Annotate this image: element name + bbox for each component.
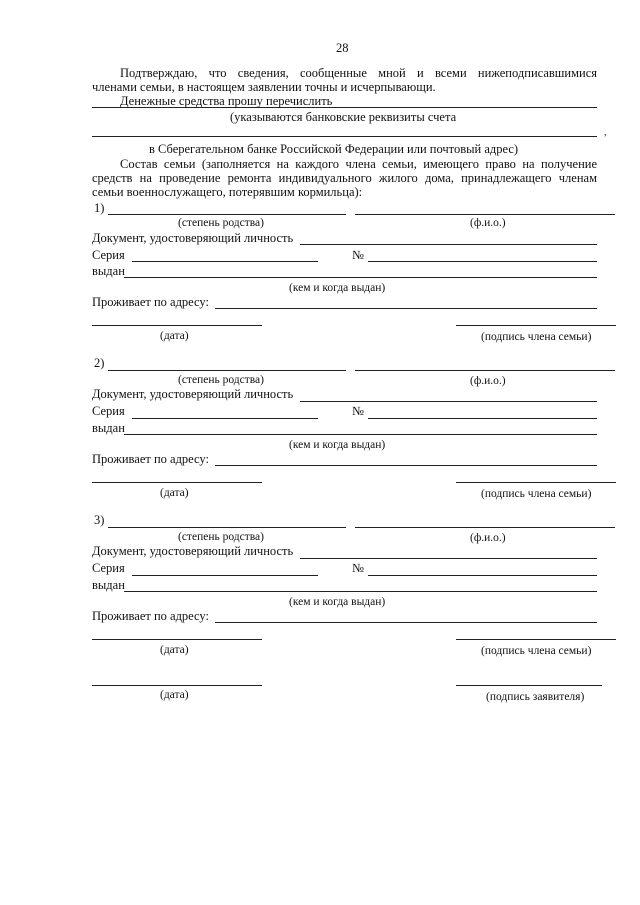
applicant-date-field — [92, 685, 262, 686]
family-line-1: Состав семьи (заполняется на каждого члена семьи, имеющего право на получение — [120, 157, 597, 171]
page-number: 28 — [336, 41, 349, 55]
issued-field — [124, 591, 597, 592]
side-mark: , — [604, 127, 607, 138]
number-field — [368, 261, 597, 262]
fio-field — [355, 214, 615, 215]
issued-field — [124, 277, 597, 278]
document-label: Документ, удостоверяющий личность — [92, 231, 294, 245]
address-field — [215, 465, 597, 466]
date-field — [92, 482, 262, 483]
number-label: № — [352, 561, 364, 575]
family-line-3: семьи военнослужащего, потерявшим кормильца): — [92, 185, 363, 199]
issued-field — [124, 434, 597, 435]
issued-label: выдан — [92, 421, 125, 435]
fio-caption: (ф.и.о.) — [470, 532, 506, 544]
series-label: Серия — [92, 248, 125, 262]
member-signature-caption: (подпись члена семьи) — [481, 488, 592, 500]
address-field — [215, 622, 597, 623]
number-field — [368, 418, 597, 419]
member-index: 1) — [94, 201, 105, 215]
issued-caption: (кем и когда выдан) — [289, 596, 386, 608]
date-field — [92, 325, 262, 326]
member-signature-caption: (подпись члена семьи) — [481, 331, 592, 343]
payment-label: Денежные средства прошу перечислить — [120, 94, 333, 108]
number-label: № — [352, 248, 364, 262]
address-label: Проживает по адресу: — [92, 609, 209, 623]
member-index: 2) — [94, 356, 105, 370]
series-field — [132, 261, 318, 262]
date-caption: (дата) — [160, 644, 189, 656]
issued-label: выдан — [92, 264, 125, 278]
issued-label: выдан — [92, 578, 125, 592]
document-label: Документ, удостоверяющий личность — [92, 387, 294, 401]
relation-field — [108, 527, 346, 528]
signature-field — [456, 325, 616, 326]
fio-field — [355, 527, 615, 528]
confirmation-line-2: членами семьи, в настоящем заявлении точны и исчерпывающи. — [92, 80, 436, 94]
fio-field — [355, 370, 615, 371]
document-field — [300, 401, 597, 402]
number-label: № — [352, 404, 364, 418]
bank-details-caption: (указываются банковские реквизиты счета — [230, 110, 457, 124]
applicant-signature-caption: (подпись заявителя) — [486, 691, 585, 703]
date-field — [92, 639, 262, 640]
member-signature-caption: (подпись члена семьи) — [481, 645, 592, 657]
issued-caption: (кем и когда выдан) — [289, 282, 386, 294]
relation-caption: (степень родства) — [178, 531, 264, 543]
address-field — [215, 308, 597, 309]
relation-caption: (степень родства) — [178, 217, 264, 229]
document-field — [300, 244, 597, 245]
bank-details-line — [92, 136, 597, 137]
fio-caption: (ф.и.о.) — [470, 217, 506, 229]
applicant-signature-field — [456, 685, 602, 686]
series-field — [132, 575, 318, 576]
series-field — [132, 418, 318, 419]
document-label: Документ, удостоверяющий личность — [92, 544, 294, 558]
signature-field — [456, 482, 616, 483]
address-label: Проживает по адресу: — [92, 295, 209, 309]
confirmation-line-1: Подтверждаю, что сведения, сообщенные мной и всеми нижеподписавшимися — [120, 66, 597, 80]
relation-caption: (степень родства) — [178, 374, 264, 386]
member-index: 3) — [94, 513, 105, 527]
date-caption: (дата) — [160, 487, 189, 499]
fio-caption: (ф.и.о.) — [470, 375, 506, 387]
relation-field — [108, 370, 346, 371]
applicant-date-caption: (дата) — [160, 689, 189, 701]
relation-field — [108, 214, 346, 215]
signature-field — [456, 639, 616, 640]
address-label: Проживает по адресу: — [92, 452, 209, 466]
date-caption: (дата) — [160, 330, 189, 342]
issued-caption: (кем и когда выдан) — [289, 439, 386, 451]
number-field — [368, 575, 597, 576]
document-field — [300, 558, 597, 559]
bank-caption: в Сберегательном банке Российской Федерации или почтовый адрес) — [149, 142, 519, 156]
family-line-2: средств на проведение ремонта индивидуального жилого дома, принадлежащего членам — [92, 171, 597, 185]
series-label: Серия — [92, 404, 125, 418]
series-label: Серия — [92, 561, 125, 575]
